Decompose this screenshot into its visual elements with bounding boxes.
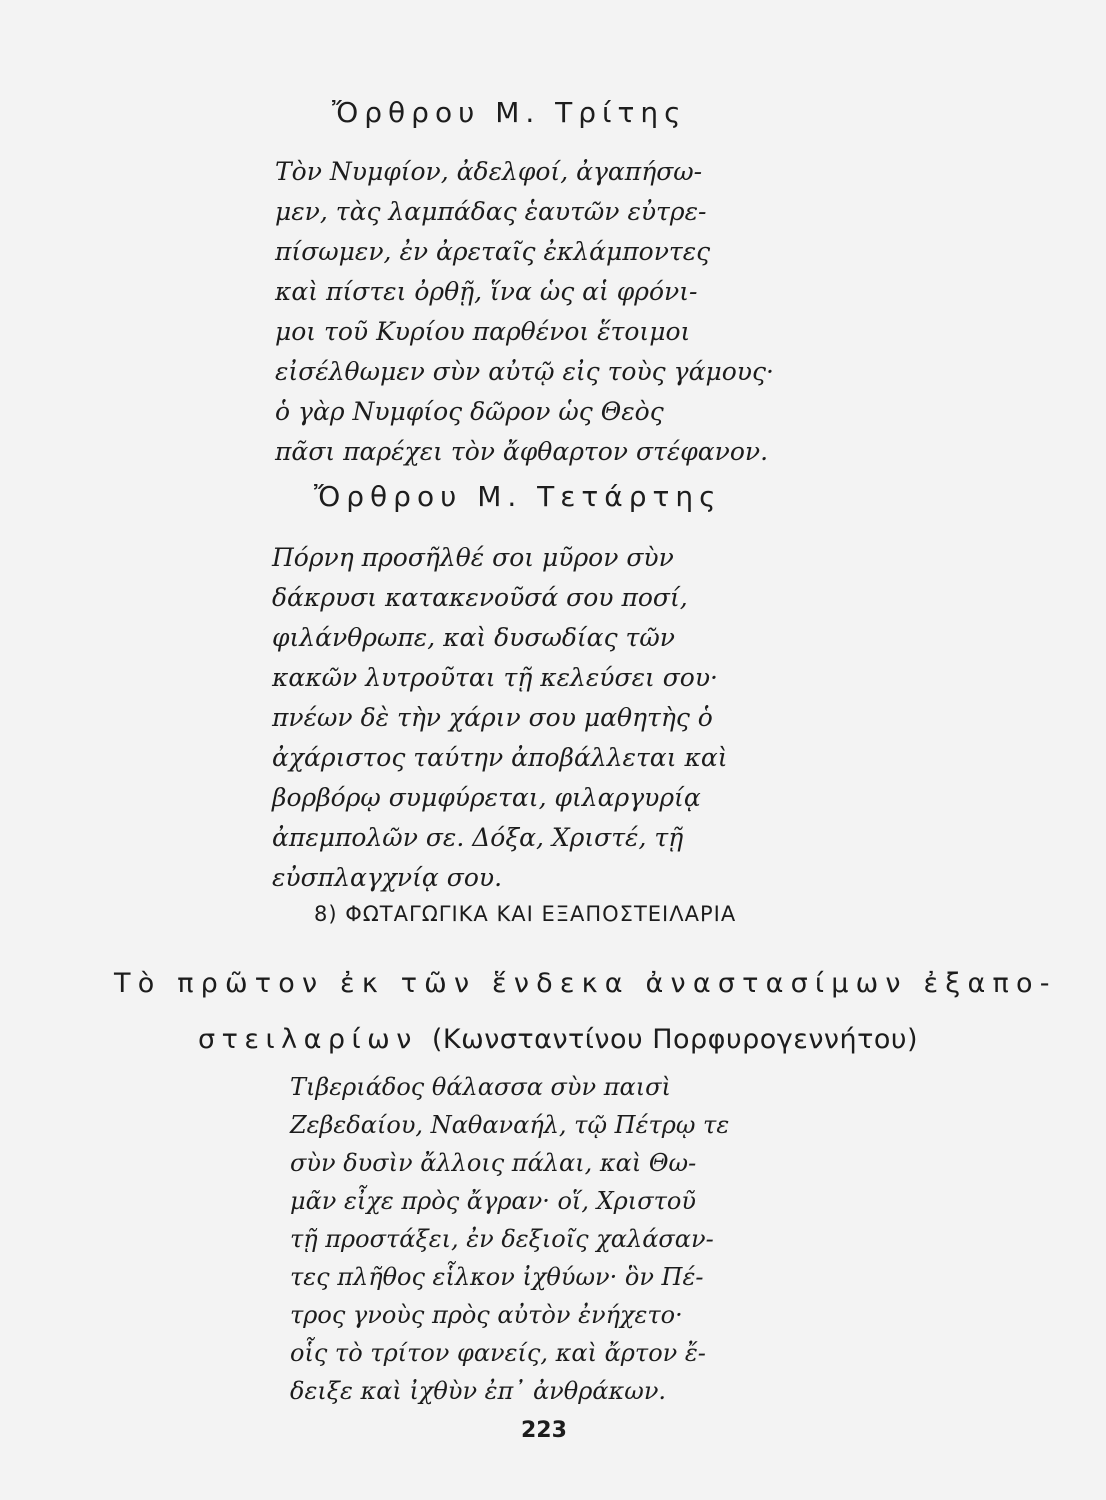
section-subtitle-line1: Τὸ πρῶτον ἐκ τῶν ἕνδεκα ἀναστασίμων ἐξαπο-	[114, 968, 1057, 999]
verse-line: εἰσέλθωμεν σὺν αὐτῷ εἰς τοὺς γάμους·	[275, 357, 774, 386]
verse-line: δάκρυσι κατακενοῦσά σου ποσί,	[272, 583, 688, 612]
page-number: 223	[521, 1418, 567, 1443]
verse-line: δειξε καὶ ἰχθὺν ἐπ᾽ ἀνθράκων.	[290, 1377, 667, 1405]
verse-line: μᾶν εἶχε πρὸς ἄγραν· οἵ, Χριστοῦ	[290, 1187, 696, 1215]
verse-line: Τιβεριάδος θάλασσα σὺν παισὶ	[290, 1073, 671, 1101]
verse-line: ἀχάριστος ταύτην ἀποβάλλεται καὶ	[272, 743, 728, 772]
subtitle-continuation: στειλαρίων	[198, 1024, 418, 1055]
verse-line: τῇ προστάξει, ἐν δεξιοῖς χαλάσαν-	[290, 1225, 714, 1253]
heading-great-wednesday-matins: Ὄρθρου Μ. Τετάρτης	[314, 480, 722, 513]
verse-line: εὐσπλαγχνίᾳ σου.	[272, 863, 503, 892]
verse-line: ὁ γὰρ Νυμφίος δῶρον ὡς Θεὸς	[275, 397, 664, 426]
verse-line: τρος γνοὺς πρὸς αὐτὸν ἐνήχετο·	[290, 1301, 683, 1329]
verse-line: πίσωμεν, ἐν ἀρεταῖς ἐκλάμποντες	[275, 237, 711, 266]
author-attribution: (Κωνσταντίνου Πορφυρογεννήτου)	[431, 1024, 919, 1055]
verse-line: πᾶσι παρέχει τὸν ἄφθαρτον στέφανον.	[275, 437, 769, 466]
verse-line: καὶ πίστει ὀρθῇ, ἵνα ὡς αἱ φρόνι-	[275, 277, 698, 306]
verse-line: Τὸν Νυμφίον, ἀδελφοί, ἀγαπήσω-	[275, 157, 703, 186]
verse-line: σὺν δυσὶν ἄλλοις πάλαι, καὶ Θω-	[290, 1149, 697, 1177]
verse-line: μοι τοῦ Κυρίου παρθένοι ἕτοιμοι	[275, 317, 691, 346]
hymn-exaposteilarion	[290, 1068, 729, 1410]
verse-line: οἷς τὸ τρίτον φανείς, καὶ ἄρτον ἔ-	[290, 1339, 706, 1367]
verse-line: τες πλῆθος εἷλκον ἰχθύων· ὃν Πέ-	[290, 1263, 704, 1291]
verse-line: Πόρνη προσῆλθέ σοι μῦρον σὺν	[272, 543, 674, 572]
verse-line: μεν, τὰς λαμπάδας ἑαυτῶν εὐτρε-	[275, 197, 707, 226]
verse-line: βορβόρῳ συμφύρεται, φιλαργυρίᾳ	[272, 783, 701, 812]
verse-line: ἀπεμπολῶν σε. Δόξα, Χριστέ, τῇ	[272, 823, 684, 852]
verse-line: Ζεβεδαίου, Ναθαναήλ, τῷ Πέτρῳ τε	[290, 1111, 730, 1139]
verse-line: κακῶν λυτροῦται τῇ κελεύσει σου·	[272, 663, 718, 692]
hymn-great-tuesday	[275, 152, 774, 472]
section-subtitle-line2	[198, 1024, 918, 1055]
heading-great-tuesday-matins: Ὄρθρου Μ. Τρίτης	[332, 96, 687, 129]
verse-line: πνέων δὲ τὴν χάριν σου μαθητὴς ὁ	[272, 703, 713, 732]
verse-line: φιλάνθρωπε, καὶ δυσωδίας τῶν	[272, 623, 675, 652]
section-title: 8) ΦΩΤΑΓΩΓΙΚΑ ΚΑΙ ΕΞΑΠΟΣΤΕΙΛΑΡΙΑ	[314, 902, 737, 926]
hymn-great-wednesday	[272, 538, 728, 898]
